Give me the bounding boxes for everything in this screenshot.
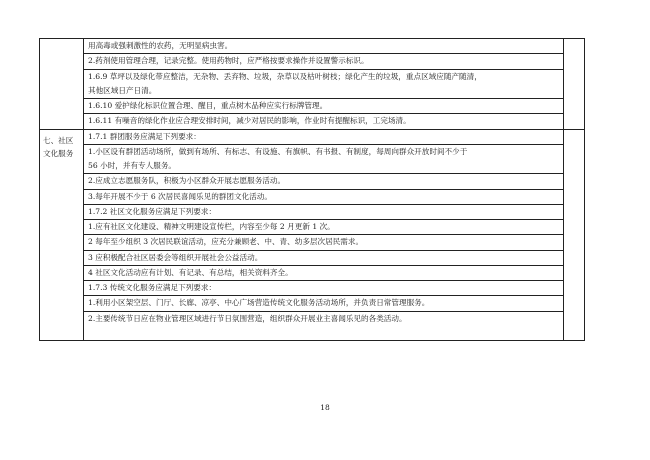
requirement-line: 4 社区文化活动应有计划、有记录、有总结，相关资料齐全。 <box>84 265 563 280</box>
section-label: 七、社区文化服务 <box>43 135 74 158</box>
requirement-line: 1.6.11 有噪音的绿化作业应合理安排时间，减少对居民的影响，作业时有提醒标识，工完场清。 <box>84 113 563 128</box>
section-label-cell <box>40 39 84 130</box>
section-label <box>40 39 83 43</box>
requirements-cell <box>84 129 564 341</box>
section-label-cell <box>40 129 84 341</box>
requirement-line: 1.7.3 传统文化服务应满足下列要求： <box>84 280 563 295</box>
remarks-cell <box>564 129 585 341</box>
table-row <box>40 129 585 341</box>
requirement-line: 3 应积极配合社区居委会等组织开展社会公益活动。 <box>84 250 563 265</box>
requirement-line: 1.7.2 社区文化服务应满足下列要求： <box>84 204 563 219</box>
page-number: 18 <box>320 403 330 412</box>
requirement-line: 2 每年至少组织 3 次居民联谊活动，应充分兼顾老、中、青、幼多层次居民需求。 <box>84 234 563 249</box>
requirement-line: 1.应有社区文化建设、精神文明建设宣传栏，内容至少每 2 月更新 1 次。 <box>84 219 563 234</box>
table-row <box>40 39 585 130</box>
standards-table <box>39 38 585 341</box>
requirement-line: 2.主要传统节日应在物业管理区域进行节日氛围营造，组织群众开展业主喜闻乐见的各类活动。 <box>84 311 563 326</box>
requirement-line: 1.利用小区架空层、门厅、长廊、凉亭、中心广场营造传统文化服务活动场所，并负责日常管理服务。 <box>84 295 563 310</box>
requirement-line: 1.6.9 草坪以及绿化带应整洁，无杂物、丢弃物、垃圾，杂草以及枯叶树枝；绿化产生的垃圾，重点区域应随产随清， <box>84 69 563 84</box>
requirement-line: 2.药剂使用管理合理，记录完整。使用药物时，应严格按要求操作并设置警示标识。 <box>84 53 563 68</box>
requirements-cell <box>84 39 564 130</box>
requirement-line: 1.6.10 爱护绿化标识位置合理、醒目，重点树木品种应实行标牌管理。 <box>84 98 563 113</box>
remarks-cell <box>564 39 585 130</box>
requirement-line: 用高毒或强刺激性的农药，无明显病虫害。 <box>88 41 233 50</box>
requirement-line: 1.小区设有群团活动场所，做到有场所、有标志、有设施、有旗帜、有书报、有制度，每周向群众开放时间不少于 <box>84 144 563 159</box>
requirement-line: 3.每年开展不少于 6 次居民喜闻乐见的群团文化活动。 <box>84 189 563 204</box>
requirement-line: 56 小时，并有专人服务。 <box>88 161 177 170</box>
requirement-line: 2.应成立志愿服务队，积极为小区群众开展志愿服务活动。 <box>84 173 563 188</box>
requirement-line: 其他区域日产日清。 <box>88 85 157 95</box>
requirement-line: 1.7.1 群团服务应满足下列要求： <box>88 131 201 141</box>
